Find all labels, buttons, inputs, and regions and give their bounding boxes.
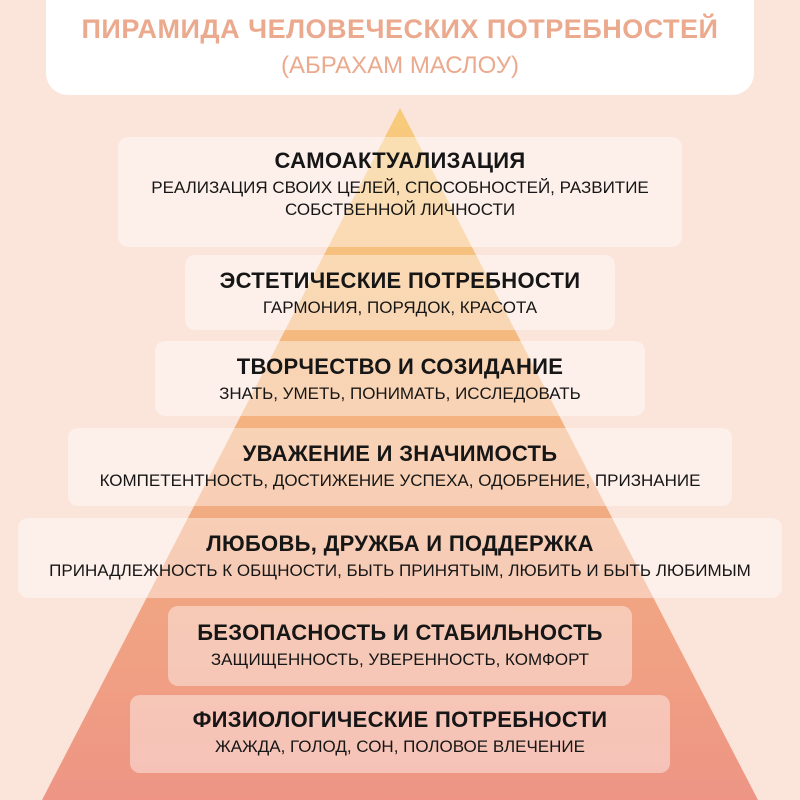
level-safety xyxy=(0,620,800,670)
level-name: ФИЗИОЛОГИЧЕСКИЕ ПОТРЕБНОСТИ xyxy=(192,707,608,732)
level-physiological xyxy=(0,707,800,757)
level-self-actualization xyxy=(0,148,800,220)
level-description: ГАРМОНИЯ, ПОРЯДОК, КРАСОТА xyxy=(262,298,538,317)
level-name: ЛЮБОВЬ, ДРУЖБА И ПОДДЕРЖКА xyxy=(206,531,594,556)
level-description: ЗНАТЬ, УМЕТЬ, ПОНИМАТЬ, ИССЛЕДОВАТЬ xyxy=(219,384,581,403)
level-description: РЕАЛИЗАЦИЯ СВОИХ ЦЕЛЕЙ, СПОСОБНОСТЕЙ, РАЗВИТИЕ xyxy=(151,178,649,197)
level-name: ТВОРЧЕСТВО И СОЗИДАНИЕ xyxy=(236,354,564,379)
page-subtitle: (АБРАХАМ МАСЛОУ) xyxy=(281,52,519,79)
level-creativity xyxy=(0,354,800,404)
page-title: ПИРАМИДА ЧЕЛОВЕЧЕСКИХ ПОТРЕБНОСТЕЙ xyxy=(81,14,719,44)
level-description: ЗАЩИЩЕННОСТЬ, УВЕРЕННОСТЬ, КОМФОРТ xyxy=(210,650,590,669)
level-description: КОМПЕТЕНТНОСТЬ, ДОСТИЖЕНИЕ УСПЕХА, ОДОБРЕНИЕ, ПРИЗНАНИЕ xyxy=(99,471,701,490)
level-description-line-2: СОБСТВЕННОЙ ЛИЧНОСТИ xyxy=(284,200,516,219)
level-aesthetic xyxy=(0,268,800,318)
level-description: ПРИНАДЛЕЖНОСТЬ К ОБЩНОСТИ, БЫТЬ ПРИНЯТЫМ, ЛЮБИТЬ И БЫТЬ ЛЮБИМЫМ xyxy=(49,561,751,580)
level-name: УВАЖЕНИЕ И ЗНАЧИМОСТЬ xyxy=(242,441,558,466)
level-name: ЭСТЕТИЧЕСКИЕ ПОТРЕБНОСТИ xyxy=(219,268,581,293)
level-esteem xyxy=(0,441,800,491)
level-love xyxy=(0,531,800,581)
level-description: ЖАЖДА, ГОЛОД, СОН, ПОЛОВОЕ ВЛЕЧЕНИЕ xyxy=(215,737,585,756)
level-name: БЕЗОПАСНОСТЬ И СТАБИЛЬНОСТЬ xyxy=(197,620,603,645)
level-name: САМОАКТУАЛИЗАЦИЯ xyxy=(274,148,526,173)
